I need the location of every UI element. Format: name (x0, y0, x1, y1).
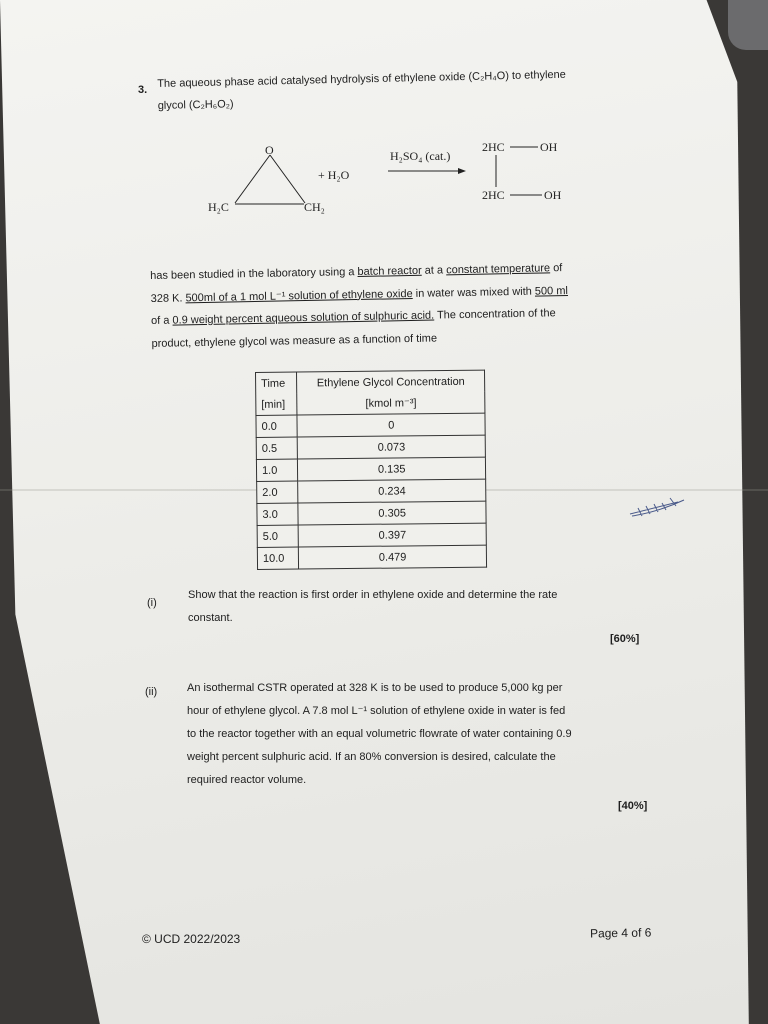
table-unit-row (256, 392, 485, 416)
copyright-footer: © UCD 2022/2023 (142, 932, 241, 946)
solution-text: 500ml of a 1 mol L⁻¹ solution of ethylene oxide (185, 287, 413, 304)
time-cell: 2.0 (257, 481, 299, 503)
catalyst-label: H₂SO₄ (cat.) (390, 149, 451, 163)
water-reactant: + H₂O (318, 168, 350, 182)
table-row (256, 435, 485, 459)
question-title-line2: glycol (C₂H₆O₂) (157, 98, 234, 112)
time-cell: 5.0 (257, 525, 299, 547)
part-i-line1: Show that the reaction is first order in ethylene oxide and determine the rate (188, 589, 558, 601)
time-cell: 0.0 (256, 415, 298, 437)
concentration-unit: [kmol m⁻³] (297, 392, 485, 415)
para-text: The concentration of the (434, 307, 556, 322)
ring-bond-left (235, 155, 270, 203)
part-i-text (188, 584, 658, 630)
ring-left-carbon: H₂C (208, 200, 229, 214)
para-text: of a (150, 314, 173, 327)
problem-description (150, 256, 637, 355)
reaction-arrow-head (458, 168, 466, 174)
time-cell: 0.5 (256, 437, 298, 459)
question-title-line1: The aqueous phase acid catalysed hydrolysis of ethylene oxide (C₂H₄O) to ethylene (157, 68, 566, 90)
conc-cell: 0 (297, 413, 485, 437)
part-i-marks: [60%] (610, 633, 640, 645)
conc-cell: 0.397 (298, 523, 486, 547)
part-i-label: (i) (147, 597, 157, 609)
time-cell: 3.0 (257, 503, 299, 525)
para-text: in water was mixed with (412, 285, 535, 300)
time-cell: 10.0 (257, 547, 299, 569)
reaction-diagram (200, 135, 580, 225)
product-bottom-hydroxyl: OH (544, 188, 562, 202)
time-header: Time (256, 372, 298, 394)
table-header-row (256, 370, 485, 394)
acid-solution-text: 0.9 weight percent aqueous solution of sulphuric acid. (172, 309, 435, 327)
table-row (256, 457, 485, 481)
conc-cell: 0.479 (299, 545, 487, 569)
table-row (257, 545, 486, 569)
time-cell: 1.0 (256, 459, 298, 481)
para-line4: product, ethylene glycol was measure as a function of time (151, 332, 438, 350)
table-row (256, 413, 485, 437)
part-ii-text (187, 677, 667, 792)
para-text: 328 K. (150, 291, 186, 305)
part-ii-line2: hour of ethylene glycol. A 7.8 mol L⁻¹ solution of ethylene oxide in water is fed (187, 705, 566, 717)
table-row (257, 523, 486, 547)
para-text: of (549, 262, 563, 275)
concentration-header: Ethylene Glycol Concentration (297, 370, 485, 393)
time-unit: [min] (256, 394, 298, 416)
volume-text: 500 ml (534, 284, 569, 298)
constant-temperature-text: constant temperature (446, 262, 551, 277)
part-ii-label: (ii) (145, 686, 158, 698)
para-text: has been studied in the laboratory using a (150, 266, 358, 282)
ring-right-carbon: CH₂ (304, 200, 325, 214)
reaction-scheme (200, 135, 580, 225)
para-text: at a (421, 264, 447, 277)
batch-reactor-text: batch reactor (357, 264, 422, 279)
part-ii-line3: to the reactor together with an equal volumetric flowrate of water containing 0.9 (187, 728, 572, 740)
part-ii-line1: An isothermal CSTR operated at 328 K is to be used to produce 5,000 kg per (187, 682, 563, 694)
concentration-table (255, 370, 487, 570)
table-row (257, 501, 486, 525)
part-ii-line5: required reactor volume. (187, 774, 307, 786)
handwritten-scribble (628, 494, 688, 522)
product-top-hydroxyl: OH (540, 140, 558, 154)
conc-cell: 0.073 (298, 435, 486, 459)
part-ii-marks: [40%] (618, 800, 648, 812)
conc-cell: 0.234 (298, 479, 486, 503)
ring-bond-right (270, 155, 305, 203)
part-ii-line4: weight percent sulphuric acid. If an 80% conversion is desired, calculate the (187, 751, 556, 763)
background-corner (728, 0, 768, 50)
ring-oxygen: O (265, 143, 274, 157)
conc-cell: 0.305 (298, 501, 486, 525)
product-top-carbon: 2HC (482, 140, 505, 154)
product-bottom-carbon: 2HC (482, 188, 505, 202)
question-number: 3. (138, 84, 148, 96)
table-row (257, 479, 486, 503)
page-number: Page 4 of 6 (589, 925, 652, 941)
conc-cell: 0.135 (298, 457, 486, 481)
part-i-line2: constant. (188, 612, 233, 624)
